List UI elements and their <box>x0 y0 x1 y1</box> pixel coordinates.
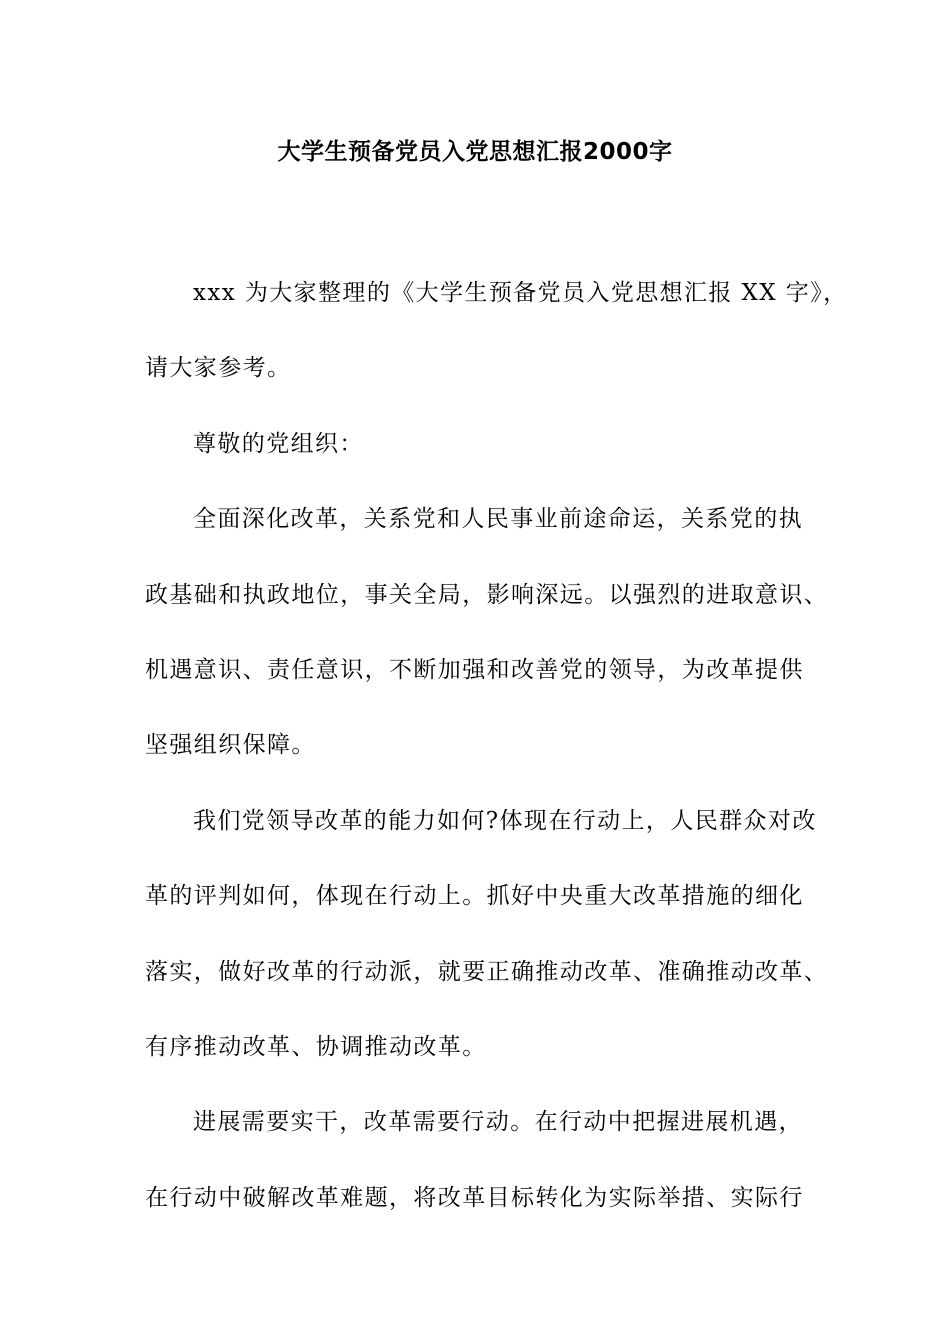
body-line: 请大家参考。 <box>145 355 292 382</box>
body-line: 落实，做好改革的行动派，就要正确推动改革、准确推动改革、 <box>145 958 829 985</box>
body-line: 有序推动改革、协调推动改革。 <box>145 1033 487 1060</box>
body-line: 全面深化改革，关系党和人民事业前途命运，关系党的执 <box>193 506 803 533</box>
body-line: 政基础和执政地位，事关全局，影响深远。以强烈的进取意识、 <box>145 581 829 608</box>
body-line: xxx 为大家整理的《大学生预备党员入党思想汇报 XX 字》， <box>193 280 848 306</box>
body-line: 进展需要实干，改革需要行动。在行动中把握进展机遇， <box>193 1109 803 1136</box>
document-title: 大学生预备党员入党思想汇报2000字 <box>277 139 673 165</box>
body-line: 我们党领导改革的能力如何?体现在行动上，人民群众对改 <box>193 807 817 834</box>
body-line: 坚强组织保障。 <box>145 732 316 759</box>
document-body <box>145 256 848 1236</box>
body-line: 机遇意识、责任意识，不断加强和改善党的领导，为改革提供 <box>145 656 804 683</box>
body-line: 尊敬的党组织： <box>193 430 364 457</box>
body-line: 革的评判如何，体现在行动上。抓好中央重大改革措施的细化 <box>145 883 804 910</box>
body-line: 在行动中破解改革难题，将改革目标转化为实际举措、实际行 <box>145 1184 804 1211</box>
